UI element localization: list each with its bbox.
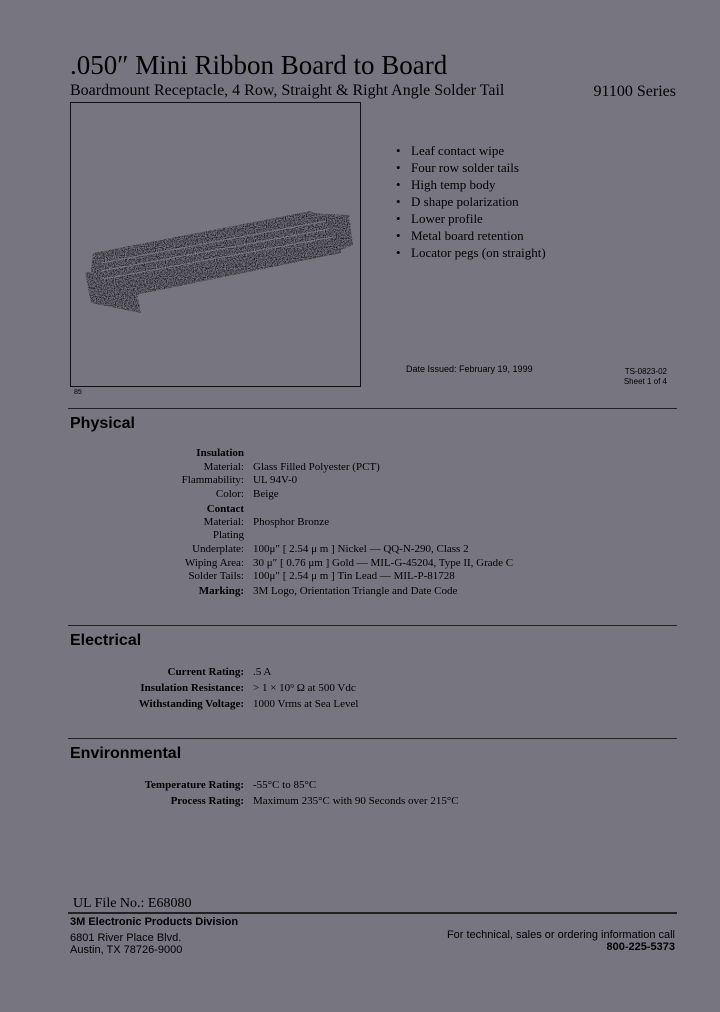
spec-label: Process Rating: [170,795,244,807]
spec-label: Solder Tails: [188,570,244,582]
document-number: TS-0823-02 [624,367,667,376]
spec-row [0,697,720,711]
spec-label: Color: [215,488,244,500]
spec-label: Contact [206,503,244,515]
electrical-heading: Electrical [70,632,142,649]
section-divider [68,625,677,626]
feature-item: • Leaf contact wipe [396,142,546,159]
spec-label: Material: [203,516,244,528]
spec-label: Insulation Resistance: [140,682,244,694]
series-number: 91100 Series [593,83,676,100]
spec-value: UL 94V-0 [253,474,298,486]
spec-value: 1000 Vrms at Sea Level [253,698,359,710]
spec-label: Material: [203,461,244,473]
spec-row [0,528,720,542]
feature-item: • Lower profile [396,210,546,227]
spec-row [0,460,720,474]
spec-label: Temperature Rating: [144,779,244,791]
document-number-block [624,367,667,387]
connector-image [71,103,360,386]
contact-info [447,929,675,953]
spec-row [0,473,720,487]
spec-row [0,681,720,695]
feature-item: • D shape polarization [396,193,546,210]
footer-divider [68,912,677,914]
spec-row [0,665,720,679]
division-name: 3M Electronic Products Division [70,916,239,928]
spec-label: Withstanding Voltage: [138,698,244,710]
feature-item: • Metal board retention [396,227,546,244]
page-subtitle: Boardmount Receptacle, 4 Row, Straight & Right Angle Solder Tail [70,82,505,99]
feature-item: • High temp body [396,176,546,193]
photo-code: 85 [74,389,82,396]
feature-item: • Four row solder tails [396,159,546,176]
spec-row [0,542,720,556]
address-line: Austin, TX 78726-9000 [70,944,183,956]
product-photo [70,102,361,387]
section-divider [68,408,677,409]
division-address [70,916,238,956]
spec-label: Underplate: [192,543,244,555]
ul-file-number: UL File No.: E68080 [73,896,192,911]
feature-item: • Locator pegs (on straight) [396,244,546,261]
phone-number: 800-225-5373 [606,941,675,953]
contact-text: For technical, sales or ordering information call [446,929,675,941]
spec-label: Flammability: [181,474,244,486]
spec-label: Insulation [196,447,244,459]
environmental-heading: Environmental [70,745,182,762]
spec-value: .5 A [253,666,272,678]
date-issued: Date Issued: February 19, 1999 [406,364,533,374]
spec-row [0,569,720,583]
spec-label: Marking: [198,585,244,597]
sheet-number: Sheet 1 of 4 [623,377,667,386]
feature-list [396,142,546,261]
spec-value: 100μ″ [ 2.54 μ m ] Tin Lead — MIL-P-81728 [253,570,455,582]
address-line: 6801 River Place Blvd. [70,932,182,944]
physical-heading: Physical [70,415,135,432]
spec-row [0,487,720,501]
spec-row [0,446,720,460]
spec-label: Plating [212,529,244,541]
spec-row [0,556,720,570]
spec-row [0,515,720,529]
spec-row [0,794,720,808]
spec-value: 30 μ″ [ 0.76 μm ] Gold — MIL-G-45204, Type II, Grade C [253,557,514,569]
spec-value: Beige [253,488,279,500]
page-title: .050″ Mini Ribbon Board to Board [70,50,448,80]
connector-body [85,211,353,313]
spec-value: 3M Logo, Orientation Triangle and Date Code [253,585,458,597]
spec-row [0,584,720,598]
spec-row [0,502,720,516]
spec-row [0,778,720,792]
spec-value: > 1 × 10⁹ Ω at 500 Vdc [253,682,356,694]
spec-value: -55°C to 85°C [253,779,317,791]
section-divider [68,738,677,739]
spec-value: Glass Filled Polyester (PCT) [253,461,380,473]
spec-label: Wiping Area: [184,557,244,569]
spec-value: 100μ″ [ 2.54 μ m ] Nickel — QQ-N-290, Class 2 [253,543,469,555]
spec-label: Current Rating: [167,666,244,678]
spec-value: Phosphor Bronze [253,516,330,528]
spec-value: Maximum 235°C with 90 Seconds over 215°C [253,795,459,807]
